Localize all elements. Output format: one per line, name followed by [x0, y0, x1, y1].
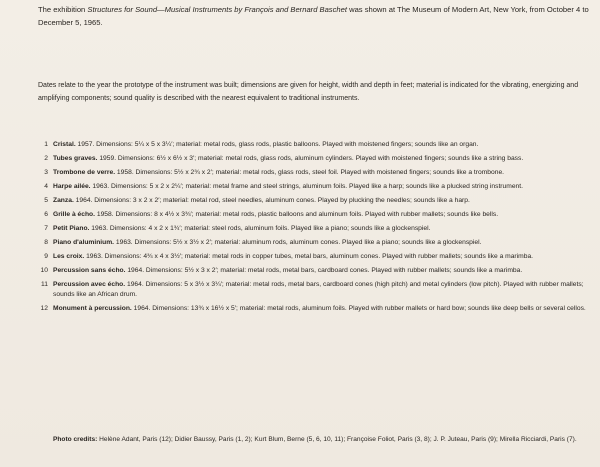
list-item	[20, 140, 588, 151]
list-item	[20, 280, 588, 301]
instrument-name: Cristal.	[53, 141, 76, 148]
instrument-name: Tubes graves.	[53, 154, 98, 162]
instrument-name: Petit Piano.	[53, 224, 90, 232]
item-number: 12	[40, 305, 48, 313]
list-item	[20, 238, 588, 249]
item-number: 10	[40, 266, 48, 274]
item-number: 2	[44, 154, 48, 162]
item-number: 3	[44, 168, 48, 176]
explanatory-note: Dates relate to the year the prototype of the instrument was built; dimensions are given for height, width and depth in feet; material is indicated for the vibrating, energizing and amplifying components; sound quality is described with the nearest equivalent to traditional instruments.	[38, 82, 579, 102]
instrument-details: 1964. Dimensions: 5 x 3½ x 3¼′; material: metal rods, metal bars, cardboard cones (high pitch) and metal cylinders (low pitch). Played with rubber mallets; sounds like an African drum.	[53, 280, 584, 299]
list-item	[20, 196, 588, 207]
instrument-name: Percussion avec écho.	[53, 280, 126, 288]
item-number: 11	[41, 280, 48, 288]
list-item	[20, 266, 588, 277]
instrument-details: 1964. Dimensions: 13¾ x 16½ x 5′; material: metal rods, aluminum foils. Played with rubber mallets or hard bow; sounds like deep bells or several cellos.	[131, 305, 586, 313]
instrument-details: 1964. Dimensions: 3 x 2 x 2′; material: metal rod, steel needles, aluminum cones. Played by plucking the needles; sounds like a harp.	[73, 196, 470, 204]
instrument-details: 1964. Dimensions: 5½ x 3 x 2′; material: metal rods, metal bars, cardboard cones. Played with rubber mallets; sounds like a marimba.	[125, 266, 523, 274]
list-item	[20, 182, 588, 193]
list-item	[20, 168, 588, 179]
list-item	[20, 252, 588, 263]
instrument-details: 1958. Dimensions: 8 x 4½ x 3¾′; material: metal rods, plastic balloons and aluminum foils. Played with rubber mallets; sounds like bells.	[95, 210, 499, 218]
instrument-details: 1957. Dimensions: 5¼ x 5 x 3¼′; material: metal rods, glass rods, plastic balloons. Played with moistened fingers; sounds like an organ.	[75, 141, 479, 148]
instrument-name: Monument à percussion.	[53, 305, 132, 313]
item-number: 4	[44, 182, 48, 190]
instrument-details: 1959. Dimensions: 6½ x 6½ x 3′; material: metal rods, glass rods, aluminum cylinders. Played with moistened fingers; sounds like a string bass.	[97, 154, 524, 162]
exhibition-intro	[38, 3, 590, 29]
instrument-name: Grille à écho.	[53, 210, 95, 218]
list-item	[20, 154, 588, 165]
instrument-name: Les croix.	[53, 252, 85, 260]
photo-credits	[53, 435, 593, 446]
instrument-details: 1963. Dimensions: 4 x 2 x 1¾′; material: steel rods, aluminum foils. Played like a piano; sounds like a glockenspiel.	[89, 224, 431, 232]
list-item	[20, 210, 588, 221]
instrument-details: 1958. Dimensions: 5½ x 2¾ x 2′; material: metal rods, glass rods, steel foil. Played with moistened fingers; sounds like a trombone.	[115, 168, 505, 176]
photo-credits-text: Helène Adant, Paris (12); Didier Baussy, Paris (1, 2); Kurt Blum, Berne (5, 6, 10, 11); Françoise Foliot, Paris (3, 8); J. P. Juteau, Paris (9); Mirella Ricciardi, Paris (7).	[97, 436, 577, 443]
instrument-details: 1963. Dimensions: 4¾ x 4 x 3½′; material: metal rods in copper tubes, metal bars, aluminum cones. Played with rubber mallets; sounds like a marimba.	[84, 252, 534, 260]
intro-prefix: The exhibition	[38, 5, 88, 14]
instrument-name: Percussion sans écho.	[53, 266, 126, 274]
instrument-name: Harpe ailée.	[53, 182, 91, 190]
instrument-name: Piano d'aluminium.	[53, 238, 115, 246]
item-number: 6	[44, 210, 48, 218]
item-number: 9	[44, 252, 48, 260]
intro-suffix: was shown at The Museum of Modern Art, New York, from October 4 to December 5, 1965.	[38, 5, 589, 27]
list-item	[20, 224, 588, 235]
item-number: 1	[44, 141, 48, 148]
instrument-details: 1963. Dimensions: 5½ x 3½ x 2′; material: aluminum rods, aluminum cones. Played like a piano; sounds like a glockenspiel.	[114, 238, 482, 246]
photo-credits-label: Photo credits:	[53, 436, 98, 443]
item-number: 8	[44, 238, 48, 246]
instrument-list	[20, 140, 588, 318]
item-number: 7	[44, 224, 48, 232]
item-number: 5	[44, 196, 48, 204]
list-item	[20, 304, 588, 315]
instrument-name: Zanza.	[53, 196, 74, 204]
instrument-details: 1963. Dimensions: 5 x 2 x 2¼′; material: metal frame and steel strings, aluminum foils. Played like a harp; sounds like a plucked string instrument.	[90, 182, 523, 190]
exhibition-title: Structures for Sound—Musical Instruments by François and Bernard Baschet	[87, 5, 347, 14]
instrument-name: Trombone de verre.	[53, 168, 116, 176]
